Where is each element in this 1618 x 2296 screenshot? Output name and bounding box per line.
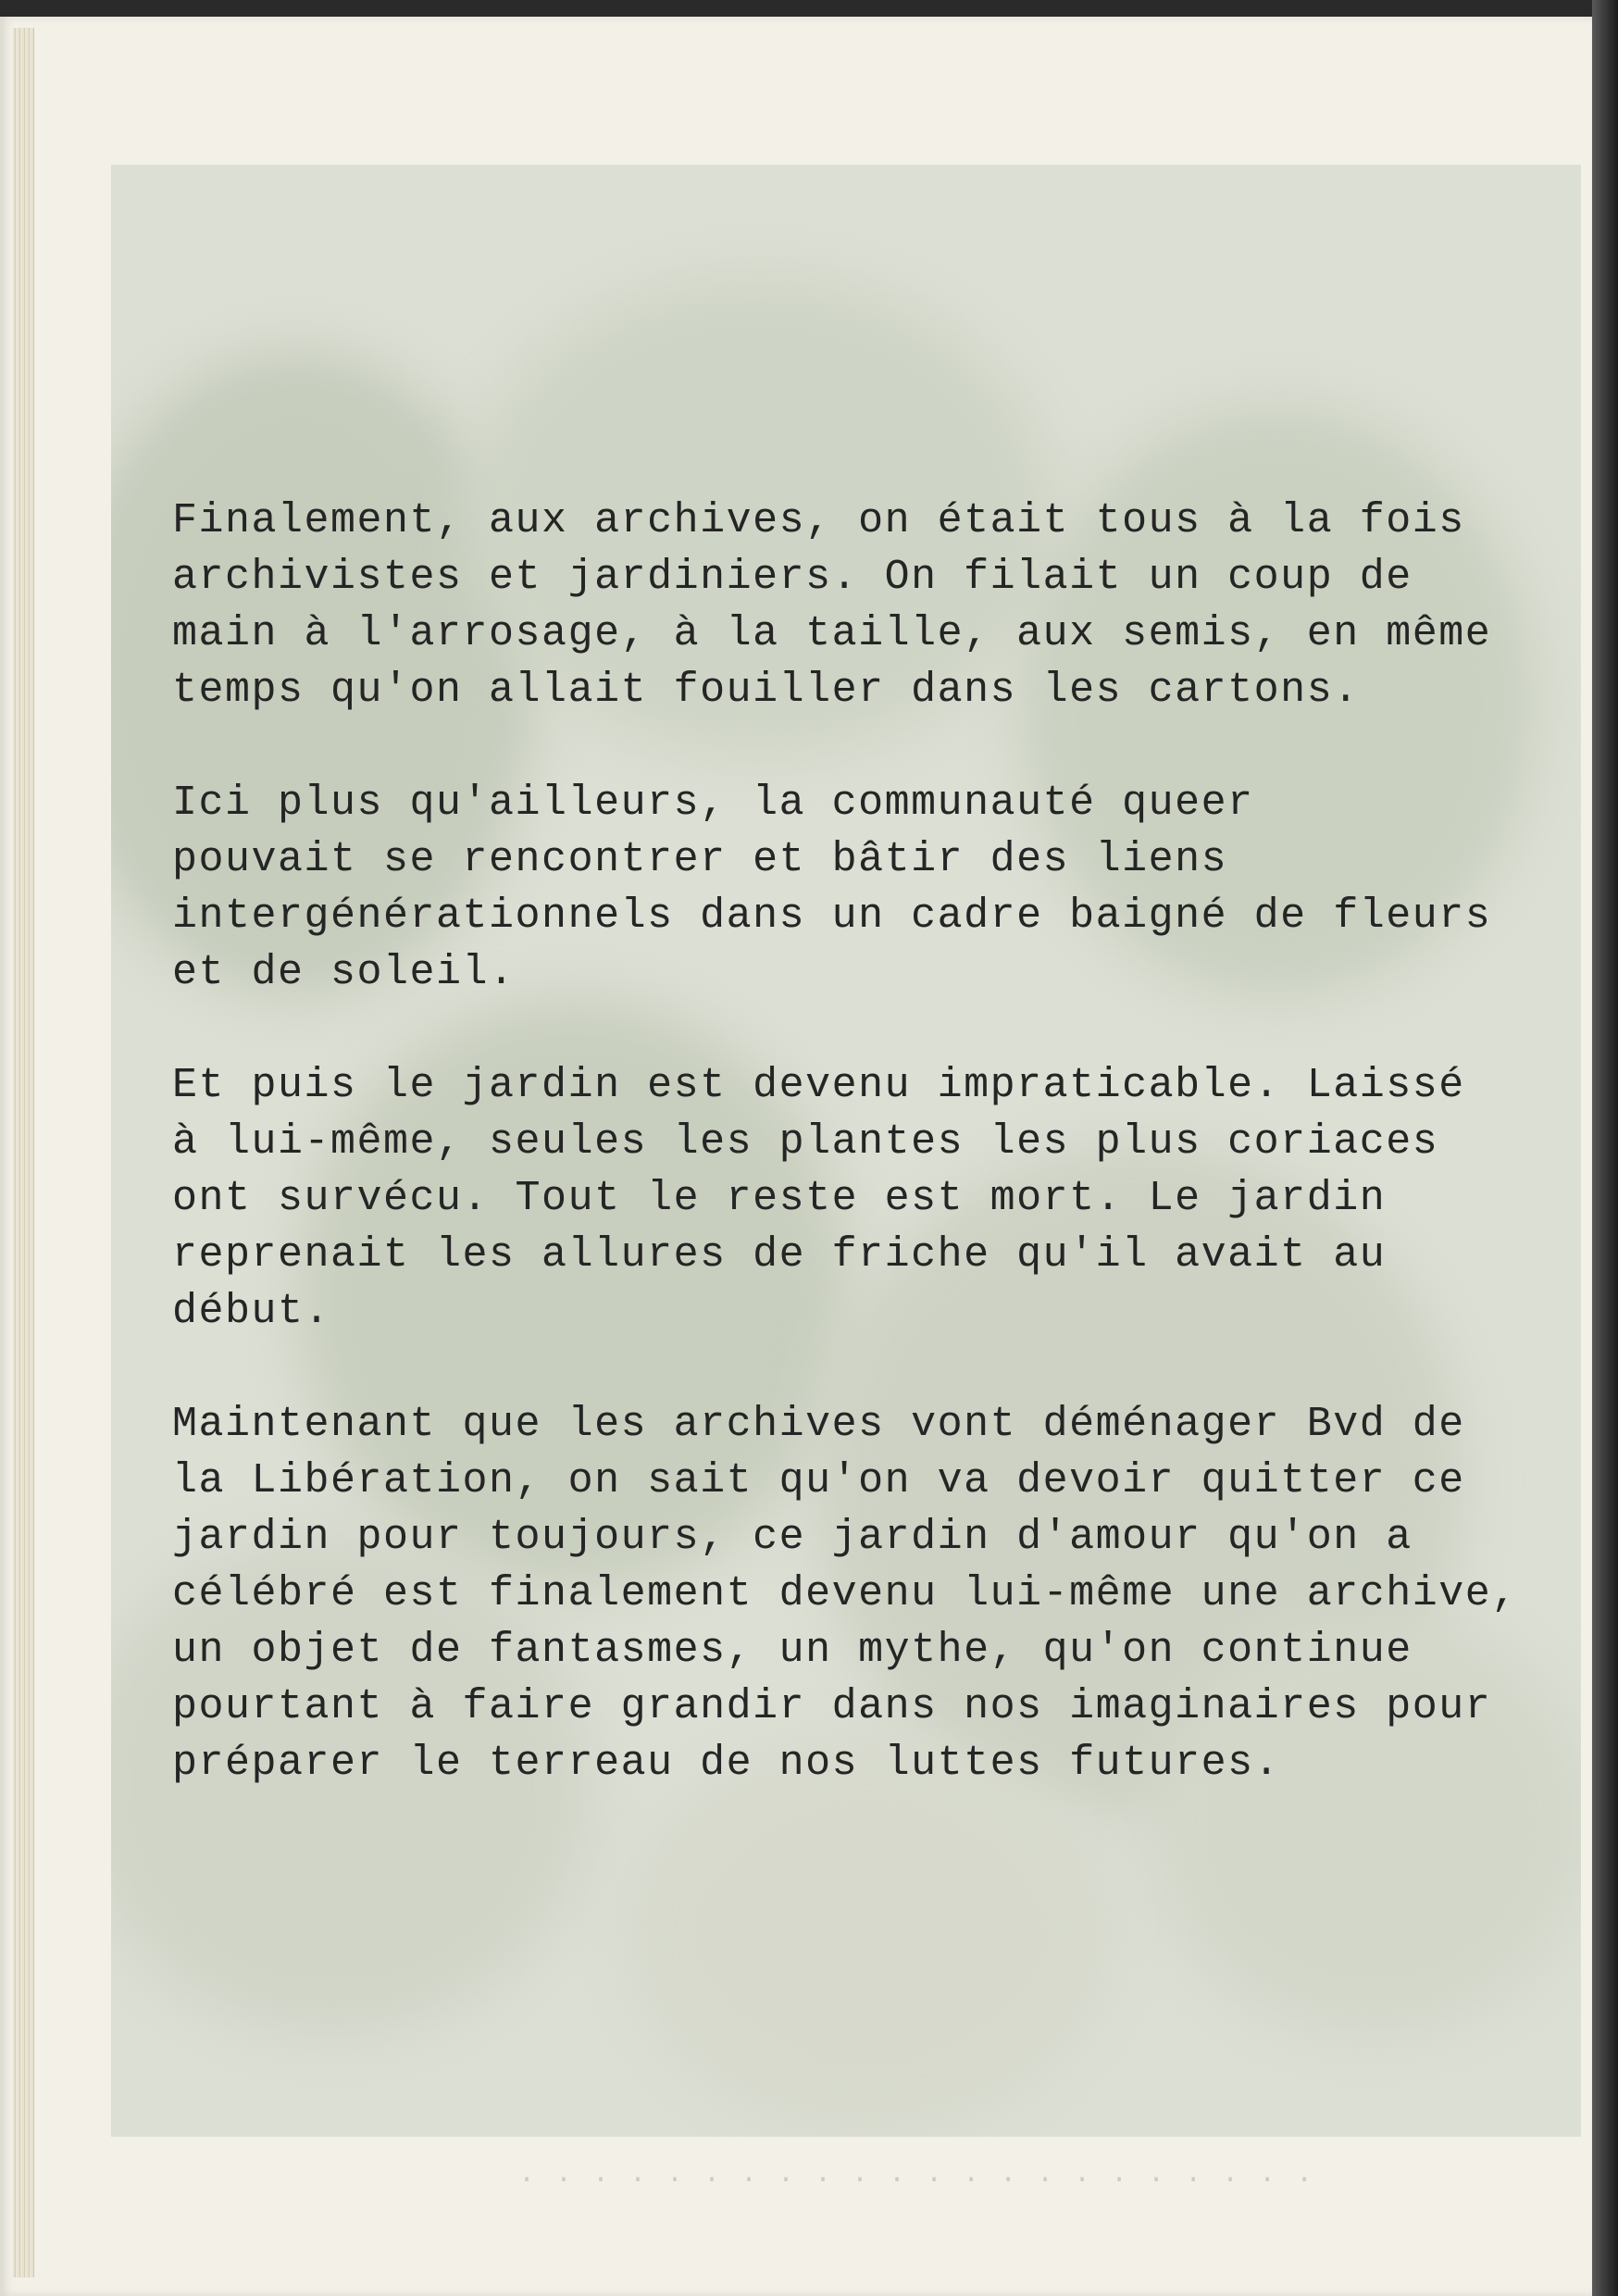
text-line: Maintenant que les archives vont déménager Bvd de	[172, 1401, 1465, 1448]
text-block	[172, 493, 1524, 1848]
binding-edge	[1592, 0, 1618, 2296]
paragraph	[172, 493, 1524, 718]
text-line: archivistes et jardiniers. On filait un coup de	[172, 554, 1413, 601]
text-line: célébré est finalement devenu lui-même une archive,	[172, 1570, 1518, 1617]
text-line: ont survécu. Tout le reste est mort. Le jardin	[172, 1175, 1387, 1222]
text-line: et de soleil.	[172, 949, 516, 996]
text-line: reprenait les allures de friche qu'il avait au	[172, 1231, 1387, 1279]
text-line: la Libération, on sait qu'on va devoir quitter ce	[172, 1457, 1465, 1504]
text-line: Ici plus qu'ailleurs, la communauté queer	[172, 780, 1254, 827]
text-line: préparer le terreau de nos luttes futures.	[172, 1740, 1281, 1787]
text-line: temps qu'on allait fouiller dans les cartons.	[172, 667, 1360, 714]
paragraph	[172, 775, 1524, 1001]
text-line: Et puis le jardin est devenu impraticable. Laissé	[172, 1062, 1465, 1109]
text-line: pourtant à faire grandir dans nos imaginaires pour	[172, 1683, 1492, 1730]
text-line: pouvait se rencontrer et bâtir des liens	[172, 836, 1228, 883]
paragraph	[172, 1057, 1524, 1340]
text-line: intergénérationnels dans un cadre baigné de fleurs	[172, 892, 1492, 940]
text-line: Finalement, aux archives, on était tous à la fois	[172, 497, 1465, 544]
text-line: à lui-même, seules les plantes les plus coriaces	[172, 1118, 1439, 1166]
text-line: début.	[172, 1288, 331, 1335]
text-line: main à l'arrosage, à la taille, aux semis, en même	[172, 610, 1492, 657]
text-line: jardin pour toujours, ce jardin d'amour qu'on a	[172, 1514, 1413, 1561]
footer-bleed-through: · · · · · · · · · · · · · · · · · · · · · ·	[518, 2165, 1315, 2196]
page-edges	[13, 28, 34, 2277]
paragraph	[172, 1396, 1524, 1791]
text-line: un objet de fantasmes, un mythe, qu'on continue	[172, 1627, 1413, 1674]
